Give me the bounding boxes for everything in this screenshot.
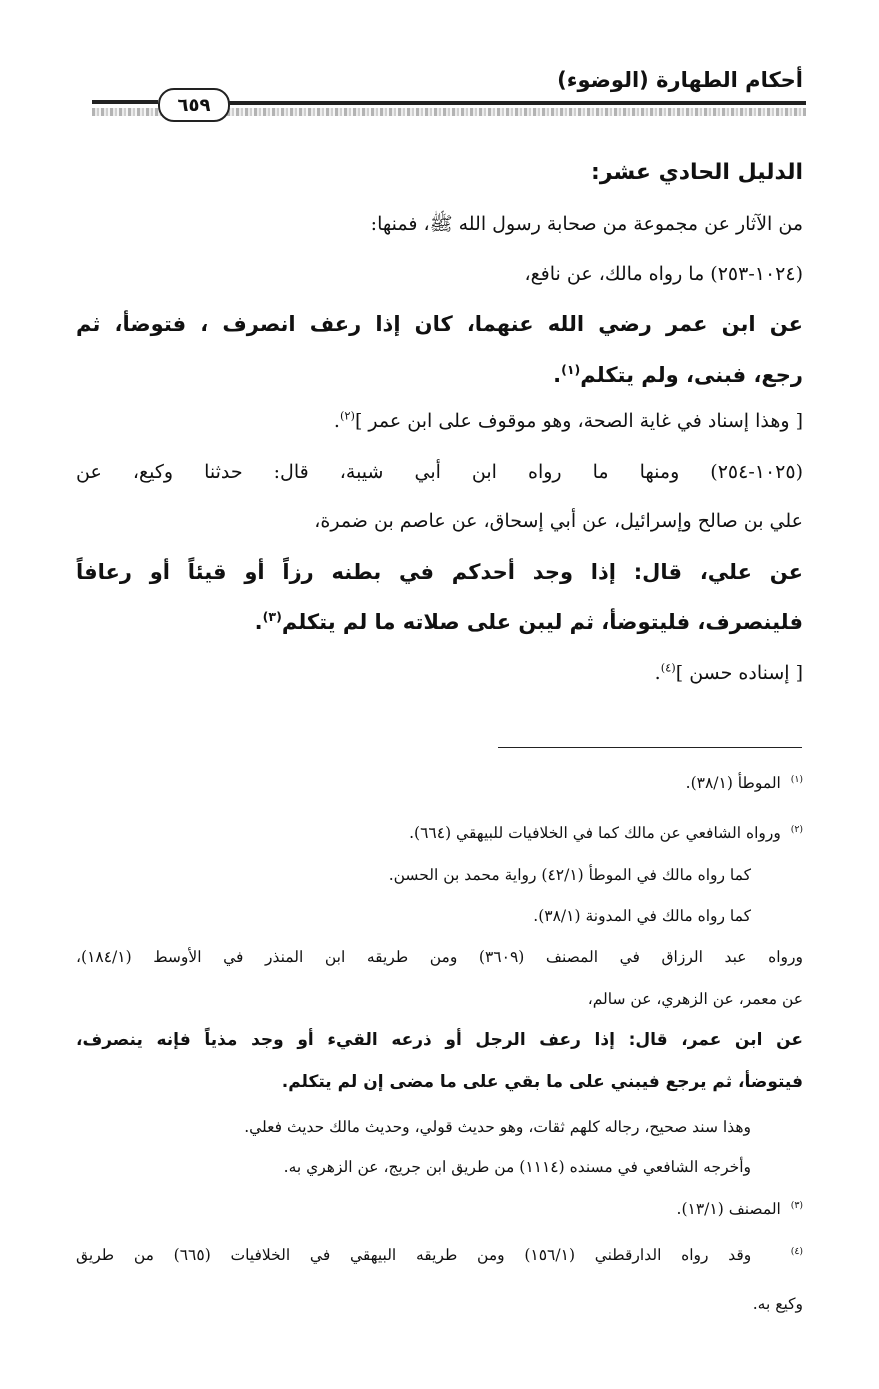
body-line: (١٠٢٤-٢٥٣) ما رواه مالك، عن نافع، [524, 263, 803, 285]
isnad-line: (١٠٢٥-٢٥٤) ومنها ما رواه ابن أبي شيبة، قال: حدثنا وكيع، عن [76, 461, 803, 483]
footnote-ref: (١) [561, 362, 581, 377]
footnote-ref: (٣) [262, 609, 282, 624]
footnote-line: وكيع به. [752, 1295, 803, 1313]
footnote-line: عن معمر، عن الزهري، عن سالم، [587, 990, 803, 1008]
footnote-number: (٢) [790, 823, 803, 835]
footnote-line: وأخرجه الشافعي في مسنده (١١١٤) من طريق ابن جريج، عن الزهري به. [283, 1158, 751, 1176]
isnad-line: علي بن صالح وإسرائيل، عن أبي إسحاق، عن عاصم بن ضمرة، [314, 510, 803, 532]
grading-text: [ وهذا إسناد في غاية الصحة، وهو موقوف على ابن عمر ] [354, 410, 803, 432]
athar-text-line: عن علي، قال: إذا وجد أحدكم في بطنه رزاً أو قيئاً أو رعافاً [76, 560, 803, 584]
footnote-athar-line: فيتوضأ، ثم يرجع فيبني على ما بقي على ما مضى إن لم يتكلم. [281, 1072, 803, 1092]
punctuation: . [254, 610, 263, 634]
body-line: من الآثار عن مجموعة من صحابة رسول الله ﷺ، فمنها: [370, 213, 803, 235]
header-rule-left [92, 100, 158, 104]
footnote-2 [409, 824, 803, 842]
footnote-text: المصنف (١٣/١). [676, 1200, 781, 1218]
footnote-number: (١) [790, 773, 803, 785]
athar-text-line [255, 610, 803, 634]
footnote-3 [677, 1200, 803, 1218]
footnote-separator [498, 747, 802, 748]
footnote-text: ورواه الشافعي عن مالك كما في الخلافيات للبيهقي (٦٦٤). [409, 824, 781, 842]
footnote-ref: (٤) [660, 660, 676, 675]
athar-text: فلينصرف، فليتوضأ، ثم ليبن على صلاته ما لم يتكلم [281, 610, 803, 634]
section-heading: الدليل الحادي عشر: [591, 160, 803, 185]
athar-text: رجع، فبنى، ولم يتكلم [580, 363, 803, 387]
footnote-line: كما رواه مالك في الموطأ (٤٢/١) رواية محمد بن الحسن. [388, 866, 751, 884]
footnote-line: كما رواه مالك في المدونة (٣٨/١). [533, 907, 751, 925]
athar-text-line [553, 363, 803, 387]
footnote-line: ورواه عبد الرزاق في المصنف (٣٦٠٩) ومن طريقه ابن المنذر في الأوسط (١٨٤/١)، [76, 948, 803, 966]
punctuation: . [553, 363, 562, 387]
footnote-1 [686, 774, 803, 792]
grading-line [655, 662, 803, 684]
punctuation: . [333, 410, 340, 432]
footnote-line: وهذا سند صحيح، رجاله كلهم ثقات، وهو حديث قولي، وحديث مالك حديث فعلي. [244, 1118, 751, 1136]
footnote-text: الموطأ (٣٨/١). [685, 774, 781, 792]
footnote-athar-line: عن ابن عمر، قال: إذا رعف الرجل أو ذرعه القيء أو وجد مذياً فإنه ينصرف، [76, 1030, 803, 1050]
footnote-number: (٣) [790, 1199, 803, 1211]
running-header-title: أحكام الطهارة (الوضوء) [557, 68, 803, 92]
page-number-badge: ٦٥٩ [158, 88, 230, 122]
footnote-text: وقد رواه الدارقطني (١٥٦/١) ومن طريقه البيهقي في الخلافيات (٦٦٥) من طريق [76, 1246, 752, 1264]
grading-text: [ إسناده حسن ] [675, 662, 803, 684]
header-rule-right [226, 101, 806, 105]
punctuation: . [654, 662, 661, 684]
footnote-ref: (٢) [339, 408, 355, 423]
athar-text-line: عن ابن عمر رضي الله عنهما، كان إذا رعف انصرف ، فتوضأ، ثم [76, 312, 803, 336]
footnote-4 [76, 1246, 803, 1264]
grading-line [334, 410, 803, 432]
footnote-number: (٤) [790, 1245, 803, 1257]
